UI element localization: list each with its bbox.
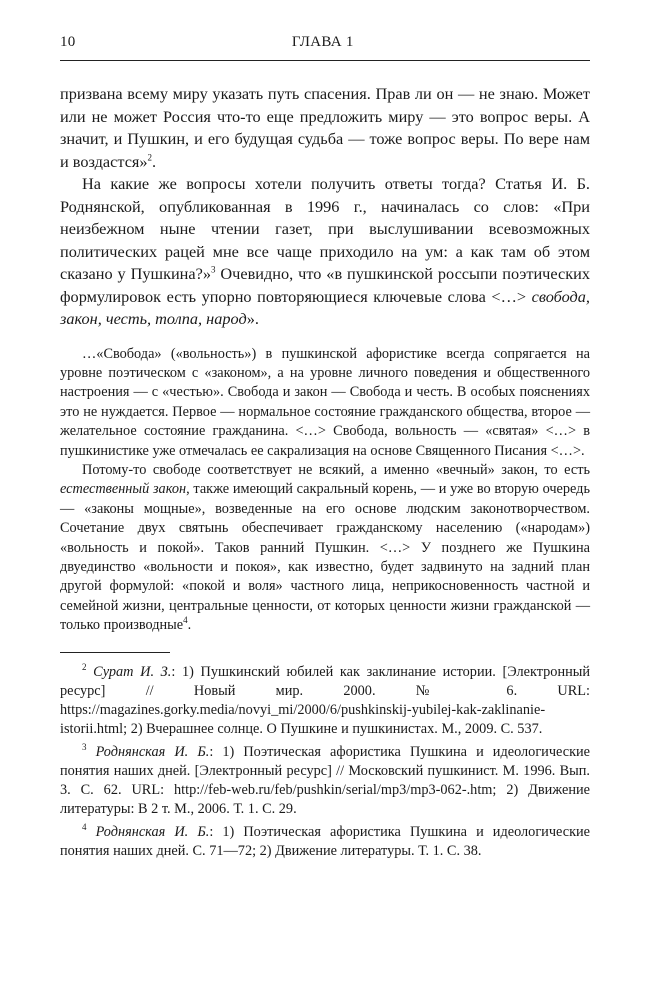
footnote-ref-2[interactable]: 2: [147, 152, 153, 163]
block-quote: [60, 345, 590, 636]
paragraph-2: На какие же вопросы хотели получить ответы тогда? Статья И. Б. Роднянской, опубликованная в 1996 г., начиналась со слов: «При неизбежном ныне чтении газет, при выслушивании всевозможных политических рацей мне все чаще приходило на ум: а как там об этом сказано у Пушкина?»$^3$ Очевидно, что «в пушкинской россыпи поэтических формулировок есть упорно повторяющиеся ключевые слова <…> свобода, закон, честь, толпа, народ».: [60, 174, 590, 328]
italic-term: естественный закон: [60, 481, 187, 498]
paragraph-1: призвана всему миру указать путь спасения. Прав ли он — не знаю. Может или не может Россия что-то еще предложить миру — это вопрос веры. А значит, и Пушкин, и его будущая судьба — тоже вопрос веры. По вере нам и воздастся»$^2$.: [60, 84, 590, 171]
chapter-title: ГЛАВА 1: [291, 34, 354, 50]
quote-paragraph-2: Потому-то свободе соответствует не всякий, а именно «вечный» закон, то есть естественный закон, также имеющий сакральный корень, — и уже во вторую очередь — «законы мощные», возведенные на его основе людским законотворчеством. Сочетание двух святынь обеспечивает гражданскому населению («народам») «вольность и покой». Таков ранний Пушкин. <…> У позднего же Пушкина двуединство «вольности и покоя», как известно, будет задвинуто на задний план другой формулой: «покой и воля» частного лица, неприкосновенность частной и семейной жизни, центральные ценности, от которых ценности жизни гражданской — только производные$^4$.: [60, 461, 590, 634]
footnote-separator: [60, 652, 170, 653]
footnote-ref-4[interactable]: 4: [183, 615, 188, 626]
page-number: 10: [60, 34, 76, 50]
main-text: [60, 83, 590, 331]
italic-keywords: свобода, закон, честь, толпа, народ: [60, 286, 590, 328]
book-page: [60, 34, 590, 861]
footnote: $^4$ Роднянская И. Б.: 1) Поэтическая афористика Пушкина и идеологические понятия наших дней. С. 71—72; 2) Движение литературы. Т. 1. С. 38.: [60, 821, 591, 859]
footnote: $^2$ Сурат И. З.: 1) Пушкинский юбилей как заклинание истории. [Электронный ресурс] // Новый мир. 2000. № 6. URL: https://magazines.gorky.media/novyi_mi/2000/6/pushkinskij-yubilej-kak-zaklinanie-istorii.html; 2) Вчерашнее солнце. О Пушкине и пушкинистах. М., 2009. С. 537.: [60, 661, 591, 737]
running-header: [60, 34, 590, 51]
footnote: $^3$ Роднянская И. Б.: 1) Поэтическая афористика Пушкина и идеологические понятия наших дней. [Электронный ресурс] // Московский пушкинист. М. 1996. Вып. 3. С. 62. URL: http://feb-web.ru/feb/pushkin/serial/mp3/mp3-062-.htm; 2) Движение литературы: В 2 т. М., 2006. Т. 1. С. 29.: [60, 741, 591, 817]
footnotes: [60, 663, 590, 861]
quote-paragraph-1: …«Свобода» («вольность») в пушкинской афористике всегда сопрягается на уровне поэтическом с «законом», а на уровне личного поведения и общественного настроения — с «честью». Свобода и закон — Свобода и честь. В особых пояснениях это не нуждается. Первое — нормальное состояние гражданского общества, второе — желательное состояние гражданина. <…> Свобода, вольность — «святая» <…> в пушкинистике уже отмечалась ее сакрализация на основе Священного Писания <…>.: [60, 345, 590, 459]
footnote-ref-3[interactable]: 3: [211, 264, 216, 275]
header-rule: [60, 60, 590, 61]
